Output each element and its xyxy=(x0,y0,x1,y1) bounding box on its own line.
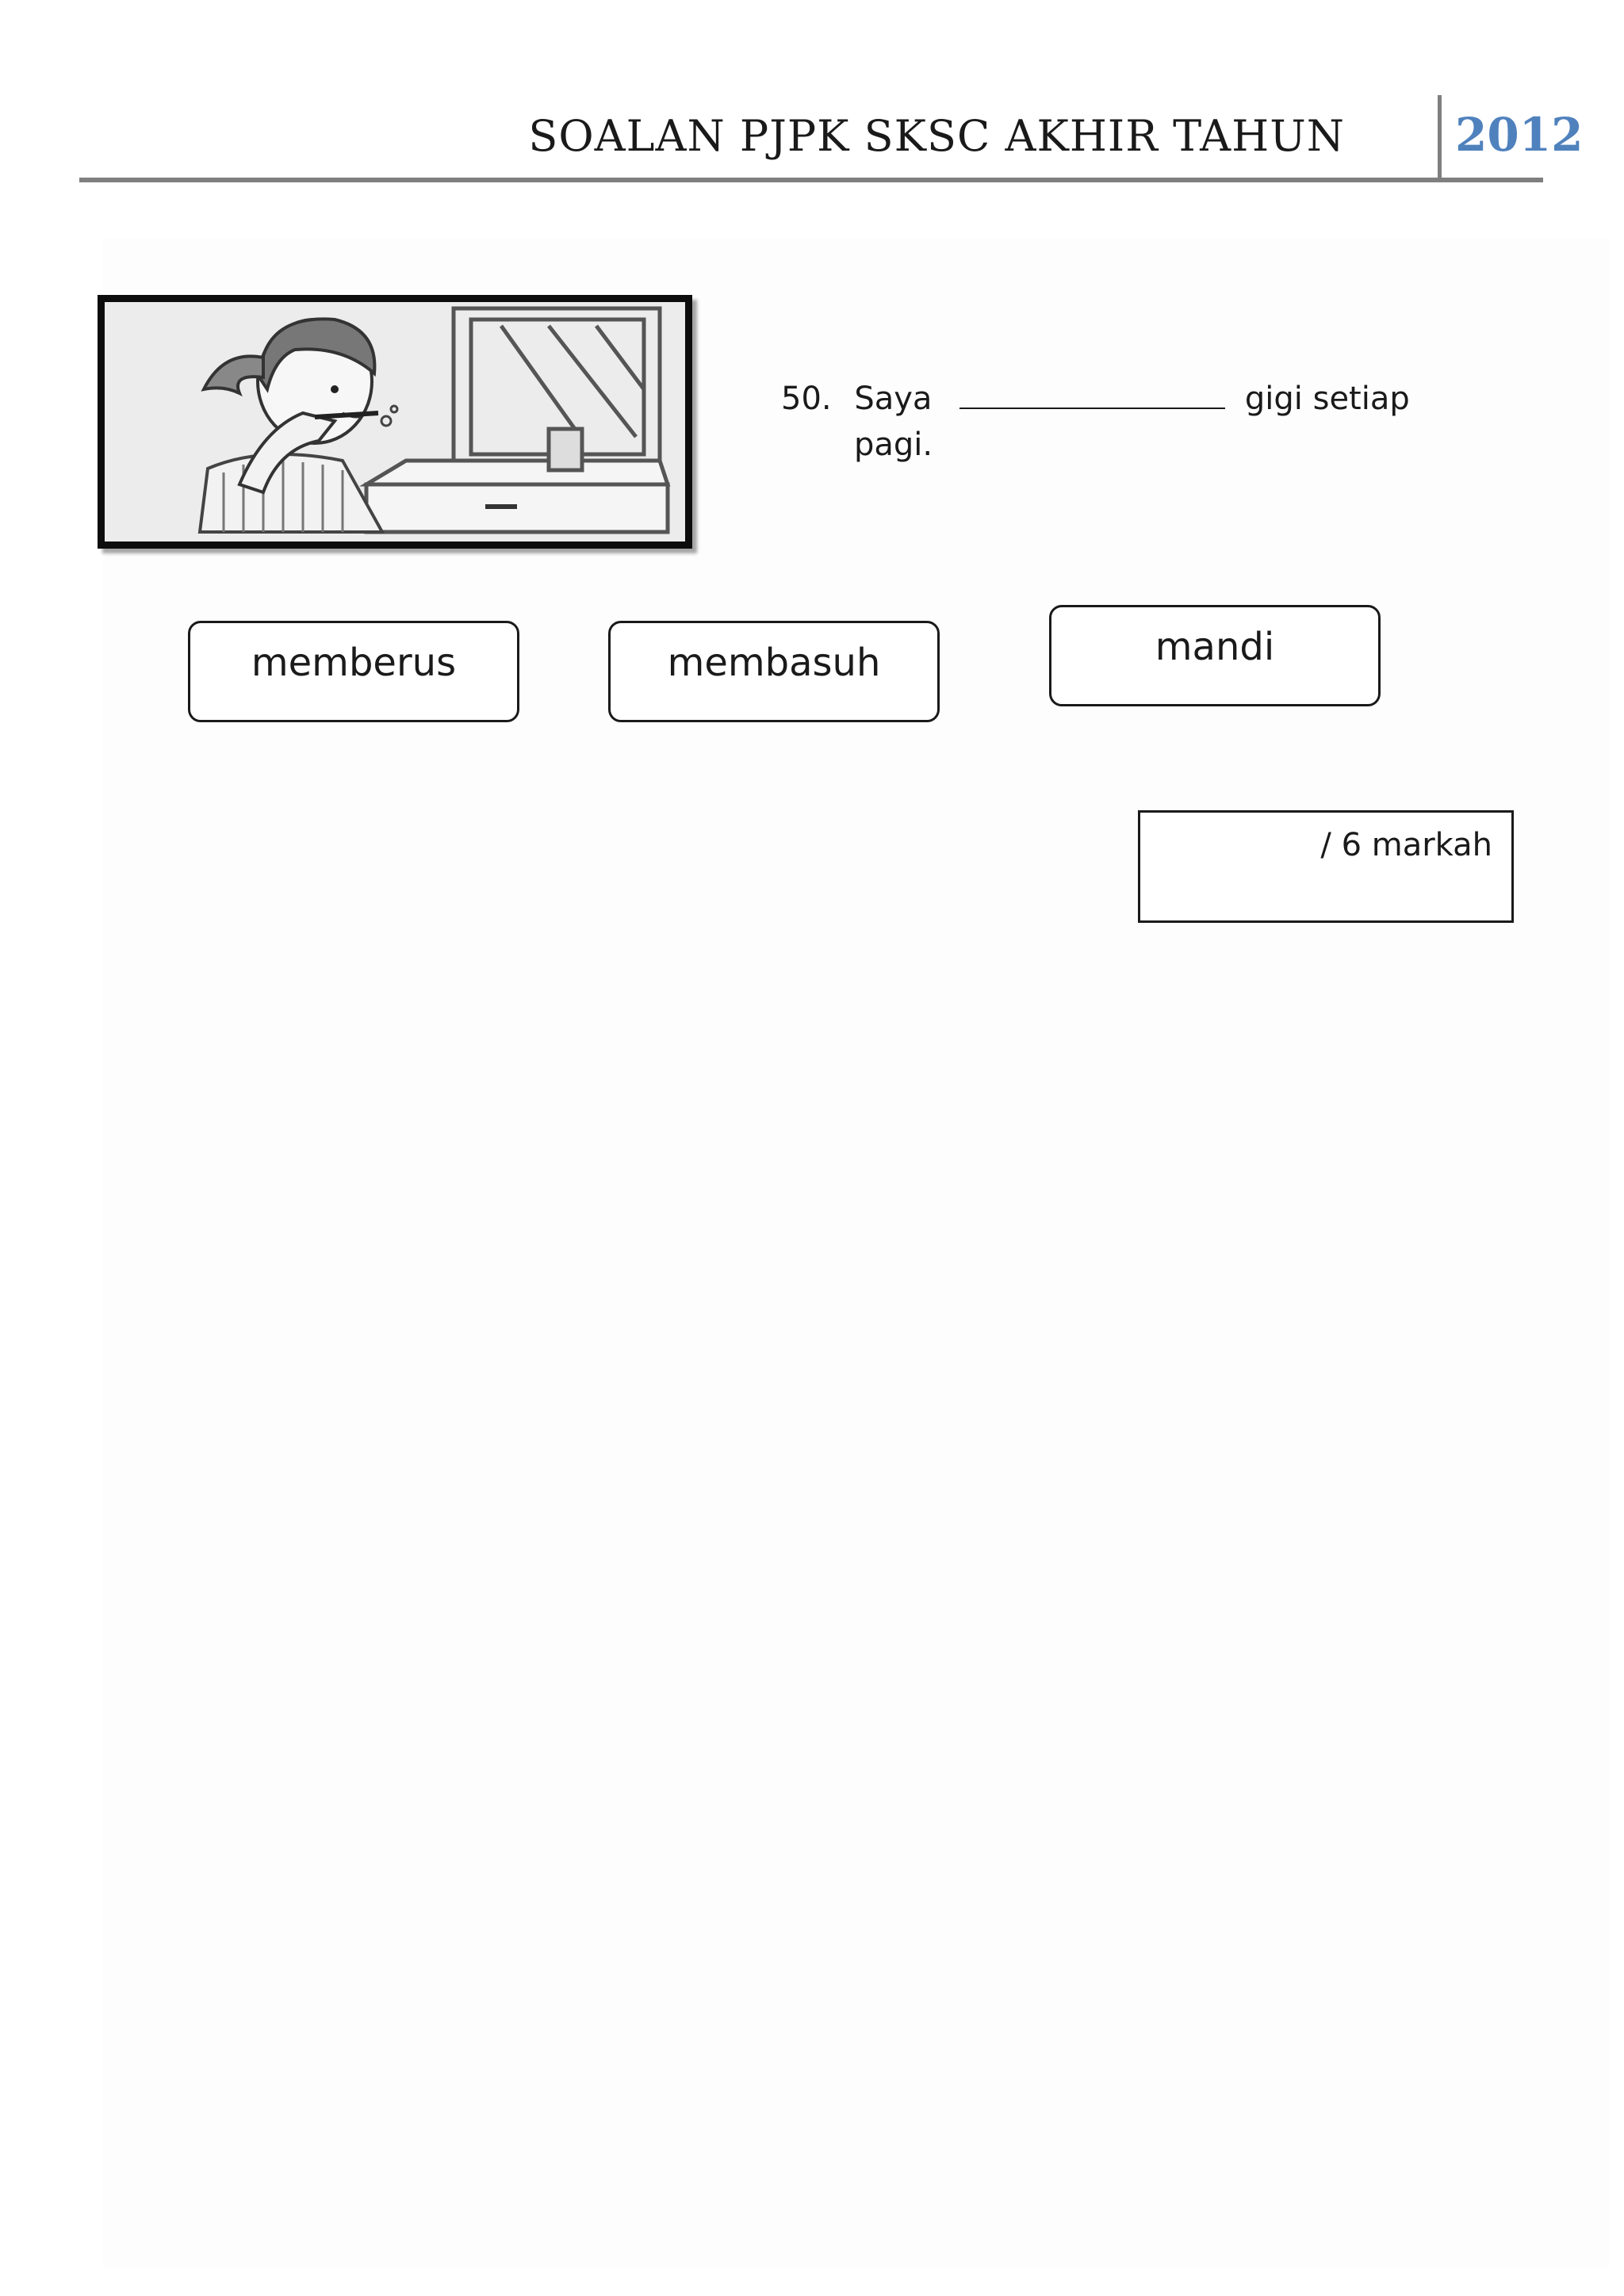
header-separator xyxy=(1438,95,1442,178)
marks-label: / 6 markah xyxy=(1320,827,1492,863)
girl-brushing-teeth-illustration xyxy=(105,302,685,541)
answer-option-membasuh[interactable]: membasuh xyxy=(608,621,940,722)
answer-blank[interactable] xyxy=(959,384,1225,409)
question-number: 50. xyxy=(781,381,832,417)
question-text-before: Saya xyxy=(854,381,933,417)
header-title: SOALAN PJPK SKSC AKHIR TAHUN xyxy=(528,111,1345,161)
question-line-1 xyxy=(781,381,1410,417)
question-text-after: gigi setiap xyxy=(1244,381,1410,417)
answer-option-memberus[interactable]: memberus xyxy=(188,621,519,722)
question-picture xyxy=(98,295,692,549)
marks-box xyxy=(1138,810,1514,923)
header-rule xyxy=(79,178,1543,182)
header-year: 2012 xyxy=(1455,108,1584,162)
answer-option-mandi[interactable]: mandi xyxy=(1049,605,1381,706)
question-line-2: pagi. xyxy=(854,427,933,463)
page-header xyxy=(79,95,1584,182)
